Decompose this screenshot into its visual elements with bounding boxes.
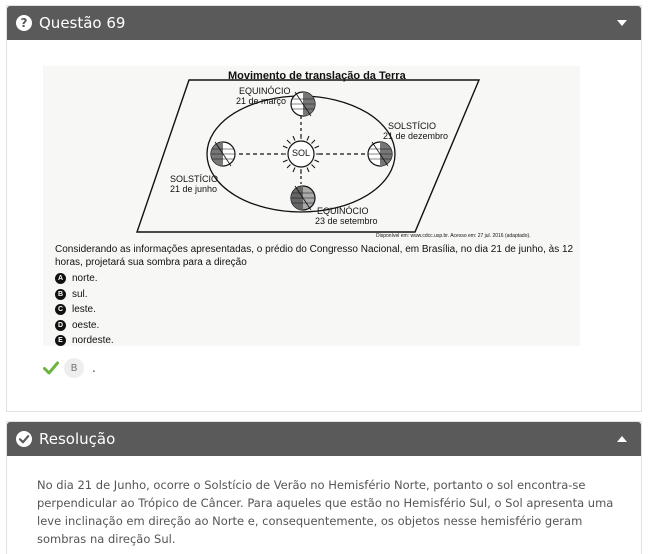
answer-letter-badge: B [64, 358, 84, 378]
figure-source: Disponível em: www.cdcc.usp.br. Acesso em: 27 jul. 2016 (adaptado). [376, 233, 531, 239]
earth-december-icon [368, 142, 392, 166]
alternative-a-text: norte. [72, 273, 98, 285]
check-circle-icon [15, 430, 33, 448]
label-equinox-bottom-date: 23 de setembro [315, 216, 378, 226]
alternative-b-letter: B [55, 289, 66, 300]
question-figure [43, 66, 580, 346]
earth-march-icon [291, 92, 315, 116]
question-text: Considerando as informações apresentadas, o prédio do Congresso Nacional, em Brasília, no dia 21 de junho, às 12 horas, projetará sua sombra para a direção [55, 244, 574, 268]
alternative-b-text: sul. [72, 288, 88, 300]
alternative-a[interactable] [55, 271, 114, 287]
alternative-d-text: oeste. [72, 319, 100, 331]
caret-down-icon[interactable] [615, 16, 629, 30]
label-equinox-top-date: 21 de março [236, 96, 287, 106]
alternative-c[interactable] [55, 302, 114, 318]
resolution-panel-header[interactable] [7, 422, 641, 456]
answer-suffix: . [92, 361, 96, 375]
caret-up-icon[interactable] [615, 432, 629, 446]
question-title: Questão 69 [39, 14, 126, 32]
label-solstice-left: SOLSTÍCIO [170, 174, 219, 184]
alternative-c-letter: C [55, 304, 66, 315]
resolution-title: Resolução [39, 430, 116, 448]
figure-title: Movimento de translação da Terra [228, 70, 406, 82]
label-solstice-right: SOLSTÍCIO [388, 121, 437, 131]
label-equinox-bottom: EQUINÓCIO [317, 206, 369, 216]
alternative-b[interactable] [55, 287, 114, 303]
label-solstice-left-date: 21 de junho [170, 184, 218, 194]
label-solstice-right-date: 21 de dezembro [383, 131, 449, 141]
translation-diagram [43, 66, 580, 236]
resolution-text: No dia 21 de Junho, ocorre o Solstício de Verão no Hemisfério Norte, portanto o sol encontra-se perpendicular ao Trópico de Câncer. Para aqueles que estão no Hemisfério Sul, o Sol apresenta uma leve inclinação em direção ao Norte e, consequentemente, os objetos nesse hemisfério geram sombras na direção Sul. [37, 478, 614, 546]
alternative-c-text: leste. [72, 304, 96, 316]
label-equinox-top: EQUINÓCIO [239, 86, 291, 96]
svg-text:?: ? [20, 16, 28, 31]
alternative-d-letter: D [55, 320, 66, 331]
label-sun: SOL [292, 148, 311, 158]
question-panel-header[interactable] [7, 6, 641, 40]
alternative-e-text: nordeste. [72, 335, 114, 347]
earth-september-icon [291, 186, 315, 210]
resolution-panel [6, 421, 642, 554]
question-circle-icon [15, 14, 33, 32]
answer-row [43, 358, 96, 378]
alternatives-list [55, 271, 114, 349]
earth-june-icon [211, 142, 235, 166]
checkmark-icon [43, 361, 59, 375]
alternative-e-letter: E [55, 335, 66, 346]
alternative-e[interactable] [55, 333, 114, 349]
question-panel [6, 5, 642, 412]
alternative-a-letter: A [55, 273, 66, 284]
alternative-d[interactable] [55, 318, 114, 334]
